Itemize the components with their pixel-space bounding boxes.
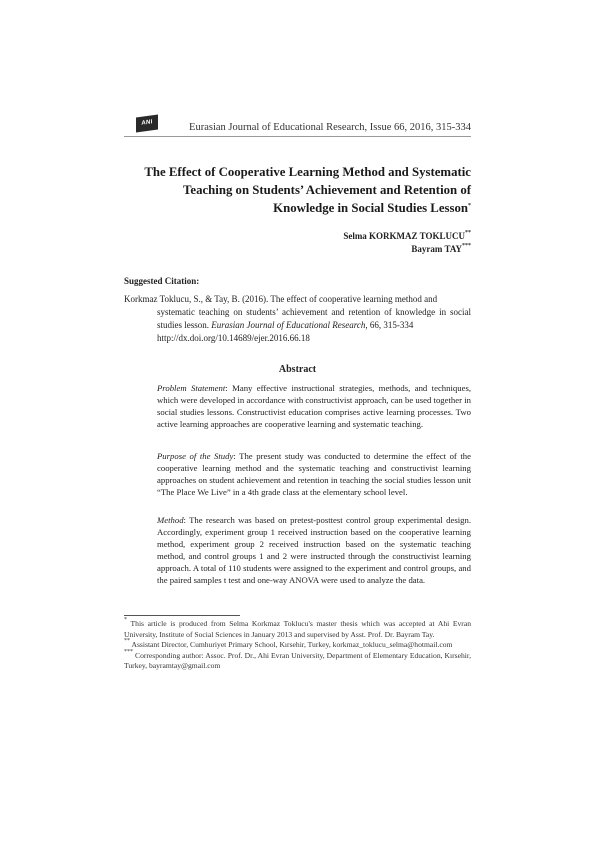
citation-continuation: [124, 306, 471, 345]
citation-doi-link[interactable]: http://dx.doi.org/10.14689/ejer.2016.66.18: [157, 333, 310, 343]
method-text: : The research was based on pretest-posttest control group experimental design. Accordingly, experiment group 1 received instruction based on the cooperative learning method, experiment group 2 received instruction based on the systematic teaching method, and control groups 1 and 2 were instructed through the constructivist learning approach. A total of 110 students were assigned to the experiment and control groups, and the paired samples t test and one-way ANOVA were used to analyze the data.: [157, 515, 471, 586]
citation-body: systematic teaching on students’ achievement and retention of knowledge in social studies lesson.: [157, 307, 471, 330]
citation-volume: 66, 315-334: [367, 320, 414, 330]
purpose-text: : The present study was conducted to determine the effect of the cooperative learning method and the systematic teaching and constructivist learning approaches on student achievement and retention in teaching the social studies lesson unit “The Place We Live” in a 4th grade class at the elementary school level.: [157, 451, 471, 498]
title-line-3-text: Knowledge in Social Studies Lesson: [273, 201, 468, 215]
method-label: Method: [157, 515, 184, 525]
journal-header: Eurasian Journal of Educational Research, Issue 66, 2016, 315-334: [189, 122, 471, 133]
footnote: [124, 648, 471, 672]
footnote-text: Assistant Director, Cumhuriyet Primary School, Kırsehir, Turkey, korkmaz_toklucu_selma@hotmail.com: [130, 640, 453, 650]
problem-statement-text: : Many effective instructional strategies, methods, and techniques, which were developed in accordance with constructivist approach, can be used together in social studies lessons. Constructivist education comprises active learning processes. Two active learning approaches are cooperative learning and systematic teaching.: [157, 383, 471, 430]
footnotes: [124, 619, 471, 672]
author-footnote-marker: ***: [462, 243, 471, 249]
abstract-purpose: [157, 450, 471, 498]
footnote-text: This article is produced from Selma Korkmaz Toklucu's master thesis which was accepted at Ahi Evran University, Institute of Social Sciences in January 2013 and supervised by Asst. Prof. Dr. Bayram Tay.: [124, 619, 471, 639]
footnote: [124, 640, 471, 651]
author-list: [124, 230, 471, 256]
journal-logo: ANI: [136, 114, 158, 132]
author: [124, 243, 471, 256]
author-name: Bayram TAY: [411, 244, 462, 254]
footnote-marker: ***: [124, 648, 133, 655]
abstract-method: [157, 514, 471, 587]
article-title: [124, 163, 471, 217]
author-name: Selma KORKMAZ TOKLUCU: [343, 231, 465, 241]
problem-statement-label: Problem Statement: [157, 383, 226, 393]
footnote-marker: *: [124, 617, 127, 623]
title-line-1: The Effect of Cooperative Learning Method and Systematic: [144, 165, 471, 179]
author: [124, 230, 471, 243]
author-footnote-marker: **: [465, 230, 471, 236]
footnote-marker: **: [124, 638, 130, 645]
citation-first-line: Korkmaz Toklucu, S., & Tay, B. (2016). The effect of cooperative learning method and: [124, 294, 438, 304]
footnote-text: Corresponding author: Assoc. Prof. Dr., Ahi Evran University, Department of Elementary Education, Kırsehir, Turkey, bayramtay@gmail.com: [124, 650, 471, 671]
abstract-problem-statement: [157, 382, 471, 430]
citation-label: Suggested Citation:: [124, 276, 200, 286]
citation-journal: Eurasian Journal of Educational Research,: [211, 320, 368, 330]
title-footnote-marker: *: [468, 203, 471, 209]
purpose-label: Purpose of the Study: [157, 451, 234, 461]
header-divider: [124, 136, 471, 137]
abstract-heading: Abstract: [278, 364, 317, 375]
footnote-divider: [124, 615, 240, 616]
title-line-2: Teaching on Students’ Achievement and Retention of: [183, 183, 471, 197]
footnote: [124, 619, 471, 640]
title-line-3: [124, 199, 471, 217]
citation-text: [124, 293, 471, 345]
